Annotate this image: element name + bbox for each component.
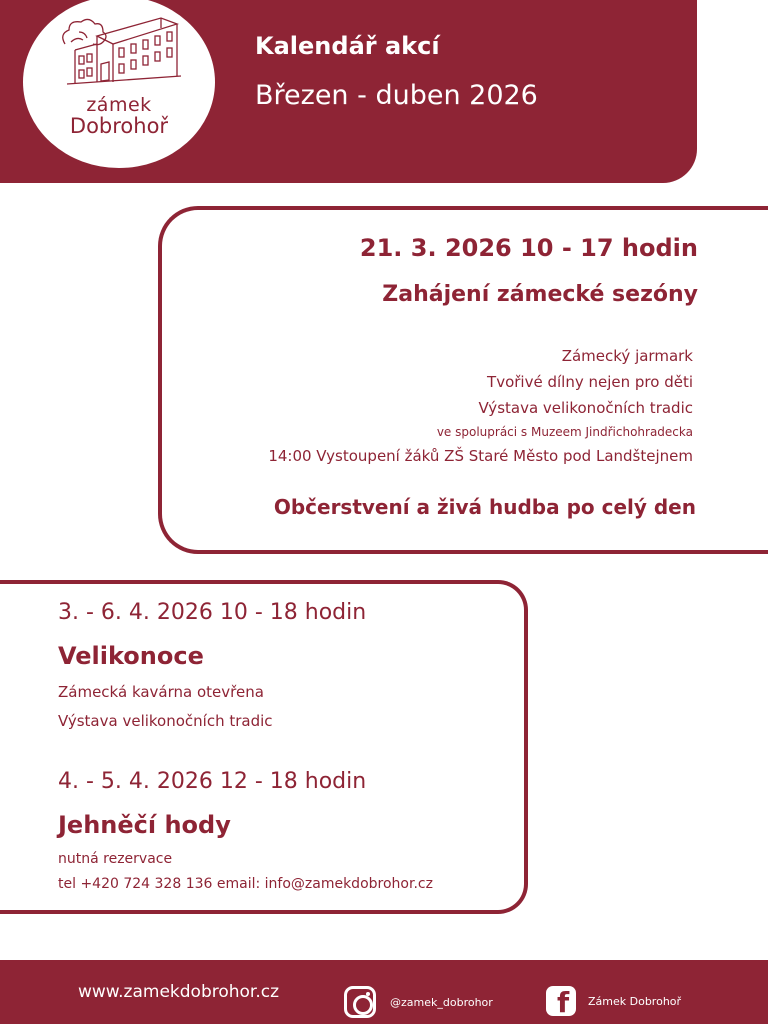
logo-text-zamek: zámek — [86, 94, 152, 116]
event1-program — [268, 343, 693, 469]
event1-date: 21. 3. 2026 10 - 17 hodin — [359, 234, 698, 262]
event1-item: Výstava velikonočních tradic — [478, 399, 693, 417]
event1-item: Tvořivé dílny nejen pro děti — [487, 373, 693, 391]
footer-bar — [0, 960, 768, 1024]
header-banner — [0, 0, 697, 183]
event1-item: 14:00 Vystoupení žáků ZŠ Staré Město pod Landštejnem — [268, 447, 693, 465]
logo-text-dobrohor: Dobrohoř — [69, 114, 169, 138]
castle-logo-icon — [57, 14, 181, 88]
event3-title: Jehněčí hody — [58, 811, 231, 839]
facebook-icon[interactable]: f — [546, 986, 576, 1016]
event2-title: Velikonoce — [58, 642, 204, 670]
logo — [23, 0, 215, 168]
event3-contact: tel +420 724 328 136 email: info@zamekdobrohor.cz — [58, 876, 433, 892]
event1-footer: Občerstvení a živá hudba po celý den — [273, 495, 696, 519]
event2-item: Zámecká kavárna otevřena — [58, 683, 264, 701]
event1-item: ve spolupráci s Muzeem Jindřichohradecka — [436, 425, 693, 439]
website-link[interactable]: www.zamekdobrohor.cz — [78, 982, 280, 1002]
event1-item: Zámecký jarmark — [561, 347, 693, 365]
instagram-handle[interactable]: @zamek_dobrohor — [390, 996, 493, 1009]
event3-date: 4. - 5. 4. 2026 12 - 18 hodin — [58, 769, 367, 794]
event3-note: nutná rezervace — [58, 851, 173, 867]
page-subtitle: Březen - duben 2026 — [255, 80, 538, 111]
event2-date: 3. - 6. 4. 2026 10 - 18 hodin — [58, 600, 367, 625]
page-title: Kalendář akcí — [255, 32, 440, 60]
facebook-page[interactable]: Zámek Dobrohoř — [588, 995, 682, 1008]
event1-title: Zahájení zámecké sezóny — [382, 282, 698, 307]
instagram-icon[interactable] — [344, 986, 376, 1018]
event2-item: Výstava velikonočních tradic — [58, 712, 273, 730]
